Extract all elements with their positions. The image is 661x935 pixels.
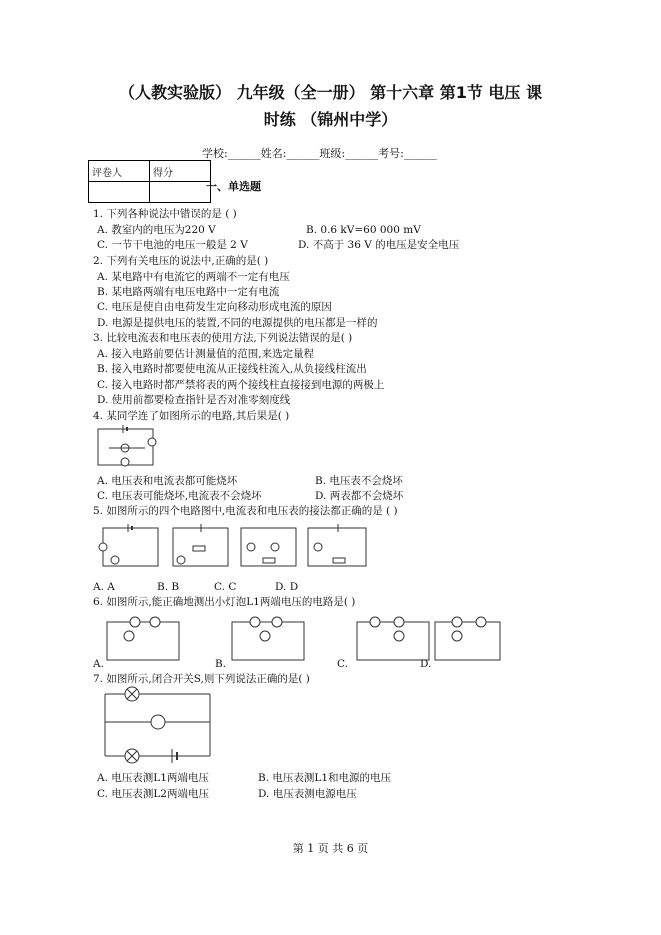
page-footer: 第 1 页 共 6 页 <box>292 842 369 855</box>
q7-option-b: B. 电压表测L1和电源的电压 <box>258 772 392 784</box>
grader-cell <box>89 182 150 203</box>
q6-option-b: B. <box>215 658 227 670</box>
q4-option-b: B. 电压表不会烧坏 <box>315 475 403 487</box>
student-info-line: 学校:______姓名:______班级:______考号:______ <box>202 147 437 160</box>
q7-stem: 7. 如图所示,闭合开关S,则下列说法正确的是( ) <box>93 673 310 685</box>
q3-stem: 3. 比较电流表和电压表的使用方法,下列说法错误的是( ) <box>93 332 353 344</box>
q4-stem: 4. 某同学连了如图所示的电路,其后果是( ) <box>93 410 290 422</box>
q1-option-d: D. 不高于 36 V 的电压是安全电压 <box>298 239 460 251</box>
q6-circuit-diagrams <box>95 610 505 665</box>
q2-option-d: D. 电源是提供电压的装置,不同的电源提供的电压都是一样的 <box>97 317 378 329</box>
q2-option-c: C. 电压是使自由电荷发生定向移动形成电流的原因 <box>97 301 332 313</box>
q6-circuit-c <box>357 617 429 660</box>
score-label: 得分 <box>150 161 211 182</box>
q6-option-d: D. <box>420 658 432 670</box>
q5-option-b: B. B <box>157 581 180 593</box>
q7-option-d: D. 电压表测电源电压 <box>258 788 357 800</box>
q1-option-c: C. 一节干电池的电压一般是 2 V <box>97 239 248 251</box>
grader-label: 评卷人 <box>89 161 150 182</box>
q7-option-a: A. 电压表测L1两端电压 <box>97 772 209 784</box>
q4-circuit-diagram <box>95 424 160 469</box>
q5-circuit-d <box>308 524 366 566</box>
q4-option-d: D. 两表都不会烧坏 <box>315 490 404 502</box>
q1-option-b: B. 0.6 kV=60 000 mV <box>306 224 421 236</box>
q4-option-a: A. 电压表和电流表都可能烧坏 <box>97 475 238 487</box>
q6-stem: 6. 如图所示,能正确地测出小灯泡L1两端电压的电路是( ) <box>93 596 356 608</box>
doc-title-line2: 时练 （锦州中学） <box>263 110 398 129</box>
q2-stem: 2. 下列有关电压的说法中,正确的是( ) <box>93 255 269 267</box>
section-heading: 一、单选题 <box>206 180 261 193</box>
q5-option-c: C. C <box>214 581 237 593</box>
q3-option-c: C. 接入电路时都严禁将表的两个接线柱直接接到电源的两极上 <box>97 379 385 391</box>
q1-option-a: A. 教室内的电压为220 V <box>97 224 216 236</box>
q3-option-b: B. 接入电路时都要使电流从正接线柱流入,从负接线柱流出 <box>97 363 367 375</box>
q5-circuit-b <box>173 524 228 566</box>
q5-circuit-a <box>99 524 158 566</box>
doc-title-line1: （人教实验版） 九年级（全一册） 第十六章 第1节 电压 课 <box>119 83 542 102</box>
q3-option-a: A. 接入电路前要估计测量值的范围,来选定量程 <box>97 348 315 360</box>
q1-stem: 1. 下列各种说法中错误的是 ( ) <box>93 208 237 220</box>
score-table <box>88 160 211 203</box>
q5-stem: 5. 如图所示的四个电路图中,电流表和电压表的接法都正确的是 ( ) <box>93 505 398 517</box>
q7-option-c: C. 电压表测L2两端电压 <box>97 788 209 800</box>
q5-circuit-c <box>241 528 296 566</box>
q6-circuit-a <box>107 617 179 660</box>
q2-option-b: B. 某电路两端有电压电路中一定有电流 <box>97 286 280 298</box>
q6-option-c: C. <box>337 658 348 670</box>
q6-option-a: A. <box>93 658 104 670</box>
q7-circuit-diagram <box>100 686 215 766</box>
q3-option-d: D. 使用前都要检查指针是否对准零刻度线 <box>97 394 291 406</box>
q5-option-a: A. A <box>93 581 115 593</box>
q2-option-a: A. 某电路中有电流它的两端不一定有电压 <box>97 271 290 283</box>
q6-circuit-b <box>232 617 304 660</box>
score-cell <box>150 182 211 203</box>
q5-circuit-diagrams <box>93 520 373 575</box>
q5-option-d: D. D <box>275 581 299 593</box>
q6-circuit-d <box>435 617 500 660</box>
q4-option-c: C. 电压表可能烧坏,电流表不会烧坏 <box>97 490 262 502</box>
